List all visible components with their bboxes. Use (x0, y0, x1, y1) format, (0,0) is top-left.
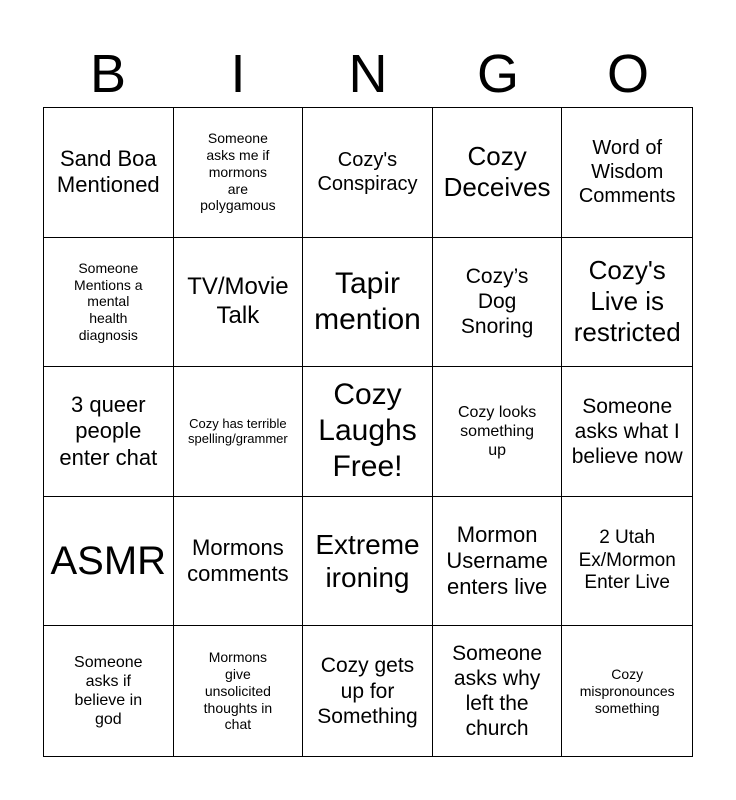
bingo-cell[interactable]: Cozy's Conspiracy (303, 108, 433, 238)
bingo-cell[interactable]: Cozy has terrible spelling/grammer (174, 367, 304, 497)
bingo-cell[interactable]: Someone Mentions a mental health diagnosis (44, 238, 174, 368)
bingo-cell[interactable]: Cozy Deceives (433, 108, 563, 238)
bingo-cell[interactable]: Word of Wisdom Comments (562, 108, 692, 238)
bingo-cell[interactable]: Mormons comments (174, 497, 304, 627)
bingo-cell[interactable]: Mormons give unsolicited thoughts in chat (174, 626, 304, 756)
bingo-cell[interactable]: Someone asks why left the church (433, 626, 563, 756)
bingo-cell[interactable]: Cozy Laughs Free! (303, 367, 433, 497)
bingo-grid (43, 107, 693, 757)
bingo-cell[interactable]: 2 Utah Ex/Mormon Enter Live (562, 497, 692, 627)
bingo-cell[interactable]: Extreme ironing (303, 497, 433, 627)
header-letter-g: G (476, 44, 519, 104)
bingo-cell[interactable]: Cozy’s Dog Snoring (433, 238, 563, 368)
bingo-cell[interactable]: Cozy's Live is restricted (562, 238, 692, 368)
bingo-cell[interactable]: ASMR (44, 497, 174, 627)
bingo-cell[interactable]: Someone asks if believe in god (44, 626, 174, 756)
bingo-cell[interactable]: TV/Movie Talk (174, 238, 304, 368)
bingo-cell[interactable]: Sand Boa Mentioned (44, 108, 174, 238)
bingo-cell[interactable]: Someone asks what I believe now (562, 367, 692, 497)
header-letter-b: B (89, 44, 127, 104)
bingo-cell[interactable]: Cozy looks something up (433, 367, 563, 497)
bingo-header (43, 40, 693, 108)
bingo-cell[interactable]: Someone asks me if mormons are polygamous (174, 108, 304, 238)
header-letter-i: I (230, 44, 246, 104)
bingo-cell[interactable]: Cozy gets up for Something (303, 626, 433, 756)
header-letter-n: N (348, 44, 388, 104)
header-letter-o: O (606, 44, 649, 104)
bingo-cell[interactable]: Cozy mispronounces something (579, 666, 675, 716)
bingo-cell[interactable]: Mormon Username enters live (433, 497, 563, 627)
bingo-cell[interactable]: Tapir mention (303, 238, 433, 368)
bingo-cell[interactable]: 3 queer people enter chat (44, 367, 174, 497)
